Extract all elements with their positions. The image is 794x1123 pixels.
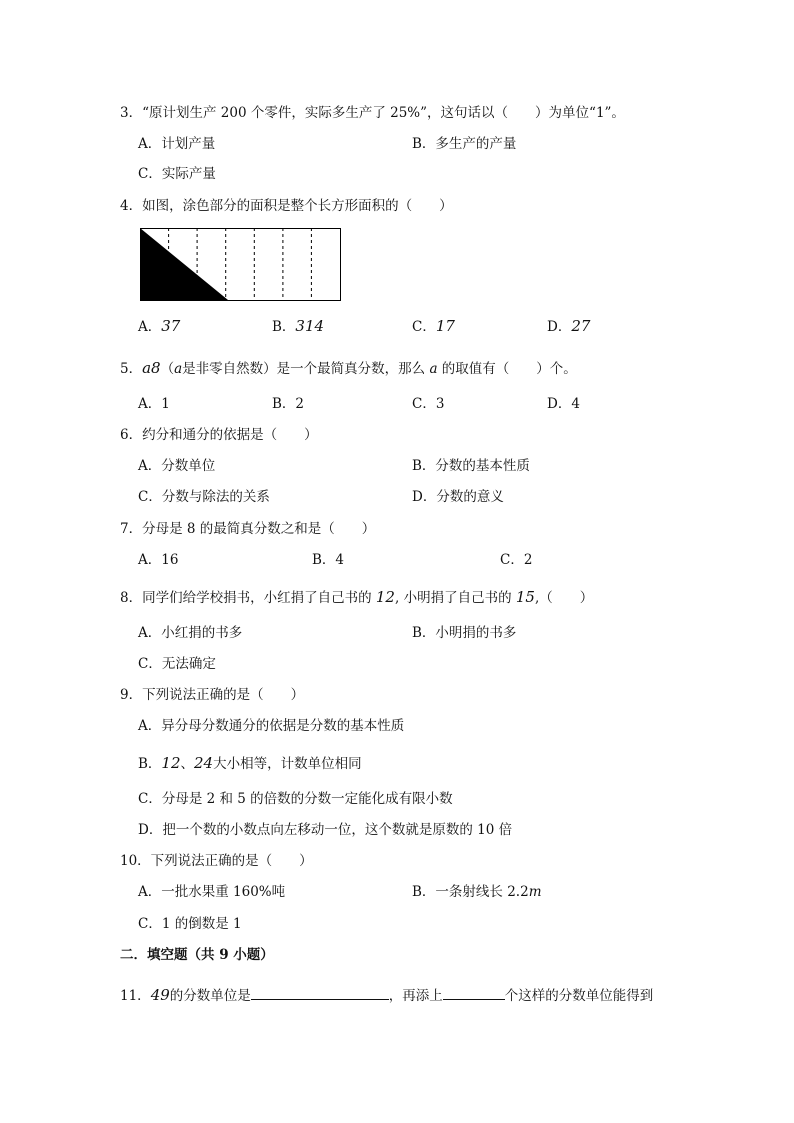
question-11-stem: 11．49的分数单位是 ，再添上 个这样的分数单位能得到: [120, 986, 654, 1004]
question-6-option-d: D．分数的意义: [412, 489, 504, 505]
question-4-option-b: B．314: [272, 317, 325, 335]
question-8-option-b: B．小明捐的书多: [412, 625, 517, 641]
question-5-option-d: D．4: [547, 396, 580, 412]
question-10-option-b: B．一条射线长 2.2m: [412, 884, 542, 900]
question-10-option-a: A．一批水果重 160%吨: [138, 884, 286, 900]
question-9-option-c: C．分母是 2 和 5 的倍数的分数一定能化成有限小数: [138, 791, 453, 807]
question-5-option-c: C．3: [412, 396, 445, 412]
question-3-option-a: A．计划产量: [138, 136, 216, 152]
question-5-option-a: A．1: [138, 396, 170, 412]
question-10-stem: 10．下列说法正确的是（ ）: [120, 853, 313, 869]
answer-blank-2[interactable]: [443, 985, 505, 1000]
question-8-stem: 8．同学们给学校捐书，小红捐了自己书的 12, 小明捐了自己书的 15,（ ）: [120, 588, 594, 606]
question-3-option-b: B．多生产的产量: [412, 136, 517, 152]
question-6-option-a: A．分数单位: [138, 458, 216, 474]
question-10-option-c: C．1 的倒数是 1: [138, 916, 242, 932]
question-9-option-b: B．12、24大小相等，计数单位相同: [138, 754, 362, 772]
question-9-option-a: A．异分母分数通分的依据是分数的基本性质: [138, 718, 405, 734]
question-7-option-c: C．2: [500, 552, 533, 568]
rectangle-shaded-figure: [140, 228, 342, 302]
question-4-stem: 4．如图，涂色部分的面积是整个长方形面积的（ ）: [120, 198, 453, 214]
question-7-option-a: A．16: [138, 552, 179, 568]
question-7-stem: 7．分母是 8 的最简真分数之和是（ ）: [120, 521, 376, 537]
question-8-option-c: C．无法确定: [138, 656, 216, 672]
question-3-option-c: C．实际产量: [138, 166, 216, 182]
question-4-option-d: D．27: [547, 317, 591, 335]
question-5-option-b: B．2: [272, 396, 305, 412]
question-8-option-a: A．小红捐的书多: [138, 625, 243, 641]
shaded-triangle: [140, 228, 228, 300]
section-2-heading: 二．填空题（共 9 小题）: [120, 947, 274, 963]
question-4-option-a: A．37: [138, 317, 181, 335]
question-3-stem: 3．“原计划生产 200 个零件，实际多生产了 25%”，这句话以（ ）为单位“1”。: [120, 105, 625, 121]
question-9-option-d: D．把一个数的小数点向左移动一位，这个数就是原数的 10 倍: [138, 822, 513, 838]
question-6-option-c: C．分数与除法的关系: [138, 489, 270, 505]
answer-blank-1[interactable]: [251, 985, 389, 1000]
question-6-option-b: B．分数的基本性质: [412, 458, 530, 474]
question-5-stem: 5．a8（a是非零自然数）是一个最简真分数，那么 a 的取值有（ ）个。: [120, 359, 577, 377]
question-6-stem: 6．约分和通分的依据是（ ）: [120, 427, 318, 443]
question-9-stem: 9．下列说法正确的是（ ）: [120, 687, 305, 703]
question-4-option-c: C．17: [412, 317, 455, 335]
question-7-option-b: B．4: [312, 552, 345, 568]
